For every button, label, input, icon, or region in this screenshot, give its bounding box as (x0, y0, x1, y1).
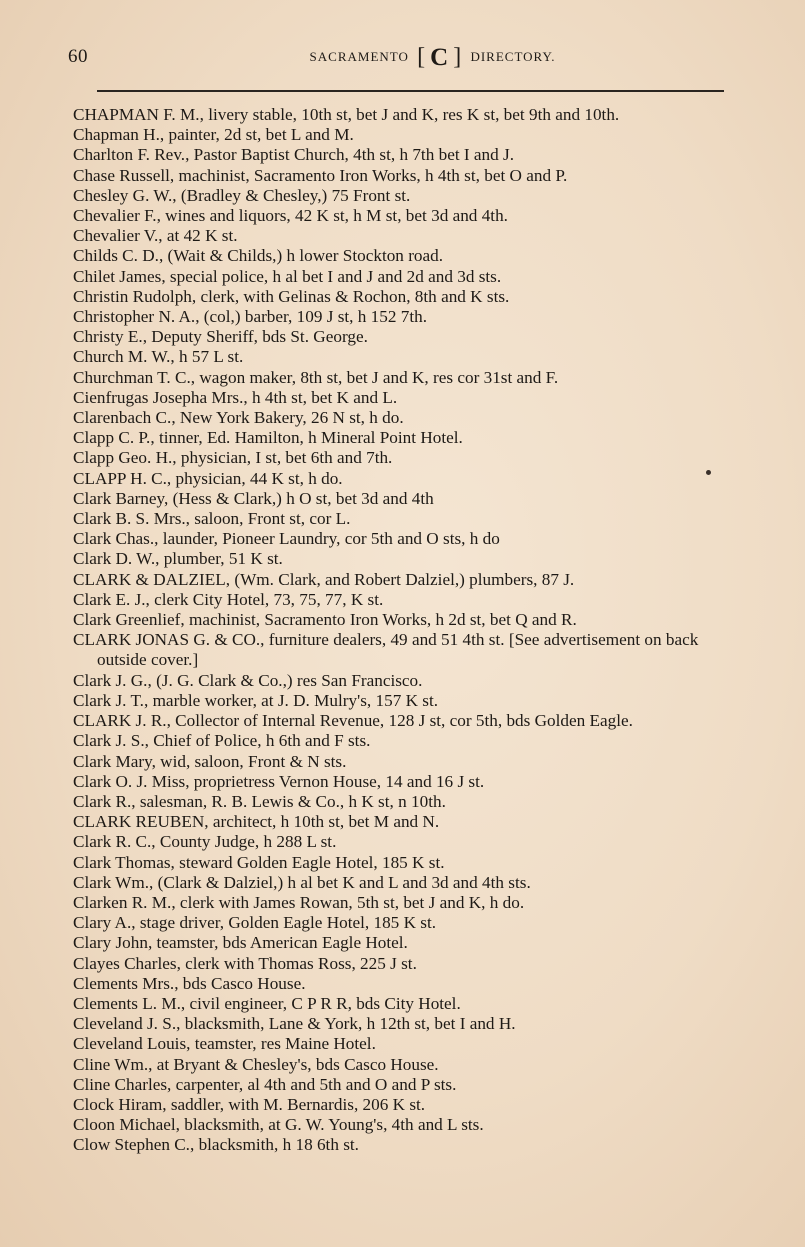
header-section-letter: C (430, 44, 450, 71)
directory-entry: Cline Charles, carpenter, al 4th and 5th and O and P sts. (73, 1074, 457, 1094)
directory-entry: Cline Wm., at Bryant & Chesley's, bds Casco House. (73, 1054, 439, 1074)
directory-entry: Clayes Charles, clerk with Thomas Ross, 225 J st. (73, 953, 417, 973)
directory-entry: Clark D. W., plumber, 51 K st. (73, 549, 283, 569)
directory-entry: Clark Greenlief, machinist, Sacramento Iron Works, h 2d st, bet Q and R. (73, 610, 577, 630)
directory-entry: Churchman T. C., wagon maker, 8th st, bet J and K, res cor 31st and F. (73, 367, 559, 387)
directory-entry: Clow Stephen C., blacksmith, h 18 6th st. (73, 1135, 359, 1155)
directory-entry: Clark Barney, (Hess & Clark,) h O st, bet 3d and 4th (73, 488, 434, 508)
directory-entry: Chesley G. W., (Bradley & Chesley,) 75 Front st. (73, 185, 411, 205)
header-open-bracket: [ (417, 44, 427, 70)
directory-entry: Clements Mrs., bds Casco House. (73, 973, 306, 993)
directory-entry: Charlton F. Rev., Pastor Baptist Church, 4th st, h 7th bet I and J. (73, 145, 515, 165)
directory-entry: Clark B. S. Mrs., saloon, Front st, cor L. (73, 509, 351, 529)
directory-entry: Clary John, teamster, bds American Eagle Hotel. (73, 933, 408, 953)
directory-entry: Clarken R. M., clerk with James Rowan, 5th st, bet J and K, h do. (73, 892, 525, 912)
ink-dot (706, 470, 711, 475)
header-close-bracket: ] (453, 44, 463, 70)
directory-entry: CLARK JONAS G. & CO., furniture dealers, 49 and 51 4th st. [See advertisement on back outside cover.] (73, 630, 699, 670)
directory-entry: CHAPMAN F. M., livery stable, 10th st, bet J and K, res K st, bet 9th and 10th. (73, 105, 620, 124)
directory-entry: Chapman H., painter, 2d st, bet L and M. (73, 125, 354, 145)
directory-entry: Chevalier V., at 42 K st. (73, 226, 238, 246)
directory-entry: Clark Thomas, steward Golden Eagle Hotel, 185 K st. (73, 852, 445, 872)
directory-entries (73, 105, 735, 1156)
directory-entry: Clark J. T., marble worker, at J. D. Mulry's, 157 K st. (73, 690, 439, 710)
directory-entry: Clark R., salesman, R. B. Lewis & Co., h K st, n 10th. (73, 791, 446, 811)
directory-entry: Clapp Geo. H., physician, I st, bet 6th and 7th. (73, 448, 393, 468)
directory-entry: Clarenbach C., New York Bakery, 26 N st, h do. (73, 408, 404, 428)
directory-entry: Christopher N. A., (col,) barber, 109 J st, h 152 7th. (73, 307, 427, 327)
directory-entry: Clark R. C., County Judge, h 288 L st. (73, 832, 337, 852)
directory-entry: Clark Wm., (Clark & Dalziel,) h al bet K and L and 3d and 4th sts. (73, 872, 531, 892)
header-rule (97, 90, 724, 92)
directory-entry: Clark J. S., Chief of Police, h 6th and F sts. (73, 731, 371, 751)
directory-entry: Clary A., stage driver, Golden Eagle Hotel, 185 K st. (73, 913, 437, 933)
directory-entry: Childs C. D., (Wait & Childs,) h lower Stockton road. (73, 246, 444, 266)
header-section-title: DIRECTORY. (470, 49, 556, 64)
directory-entry: Cienfrugas Josepha Mrs., h 4th st, bet K and L. (73, 387, 398, 407)
directory-entry: Christy E., Deputy Sheriff, bds St. George. (73, 327, 368, 347)
directory-entry: Cloon Michael, blacksmith, at G. W. Young's, 4th and L sts. (73, 1115, 484, 1135)
directory-entry: Cleveland J. S., blacksmith, Lane & York, h 12th st, bet I and H. (73, 1014, 516, 1034)
directory-entry: Clapp C. P., tinner, Ed. Hamilton, h Mineral Point Hotel. (73, 428, 463, 448)
directory-entry: Clock Hiram, saddler, with M. Bernardis, 206 K st. (73, 1094, 426, 1114)
directory-entry: CLAPP H. C., physician, 44 K st, h do. (73, 468, 343, 488)
directory-entry: CLARK REUBEN, architect, h 10th st, bet M and N. (73, 812, 440, 832)
directory-entry: CLARK & DALZIEL, (Wm. Clark, and Robert Dalziel,) plumbers, 87 J. (73, 569, 575, 589)
directory-entry: Clark Mary, wid, saloon, Front & N sts. (73, 751, 347, 771)
header-city: SACRAMENTO (309, 49, 409, 64)
running-header (0, 44, 805, 72)
directory-entry: Chevalier F., wines and liquors, 42 K st, h M st, bet 3d and 4th. (73, 206, 508, 226)
directory-entry: Chase Russell, machinist, Sacramento Iron Works, h 4th st, bet O and P. (73, 165, 568, 185)
directory-entry: Clements L. M., civil engineer, C P R R, bds City Hotel. (73, 993, 461, 1013)
directory-entry: Clark Chas., launder, Pioneer Laundry, cor 5th and O sts, h do (73, 529, 500, 549)
directory-entry: Christin Rudolph, clerk, with Gelinas & Rochon, 8th and K sts. (73, 286, 510, 306)
directory-entry: Clark O. J. Miss, proprietress Vernon House, 14 and 16 J st. (73, 771, 485, 791)
directory-entry: Cleveland Louis, teamster, res Maine Hotel. (73, 1034, 376, 1054)
directory-entry: CLARK J. R., Collector of Internal Revenue, 128 J st, cor 5th, bds Golden Eagle. (73, 711, 633, 731)
directory-entry: Church M. W., h 57 L st. (73, 347, 244, 367)
directory-entry: Clark J. G., (J. G. Clark & Co.,) res San Francisco. (73, 670, 423, 690)
directory-entry: Chilet James, special police, h al bet I and J and 2d and 3d sts. (73, 266, 502, 286)
page-number: 60 (68, 46, 88, 67)
directory-entry: Clark E. J., clerk City Hotel, 73, 75, 77, K st. (73, 589, 384, 609)
